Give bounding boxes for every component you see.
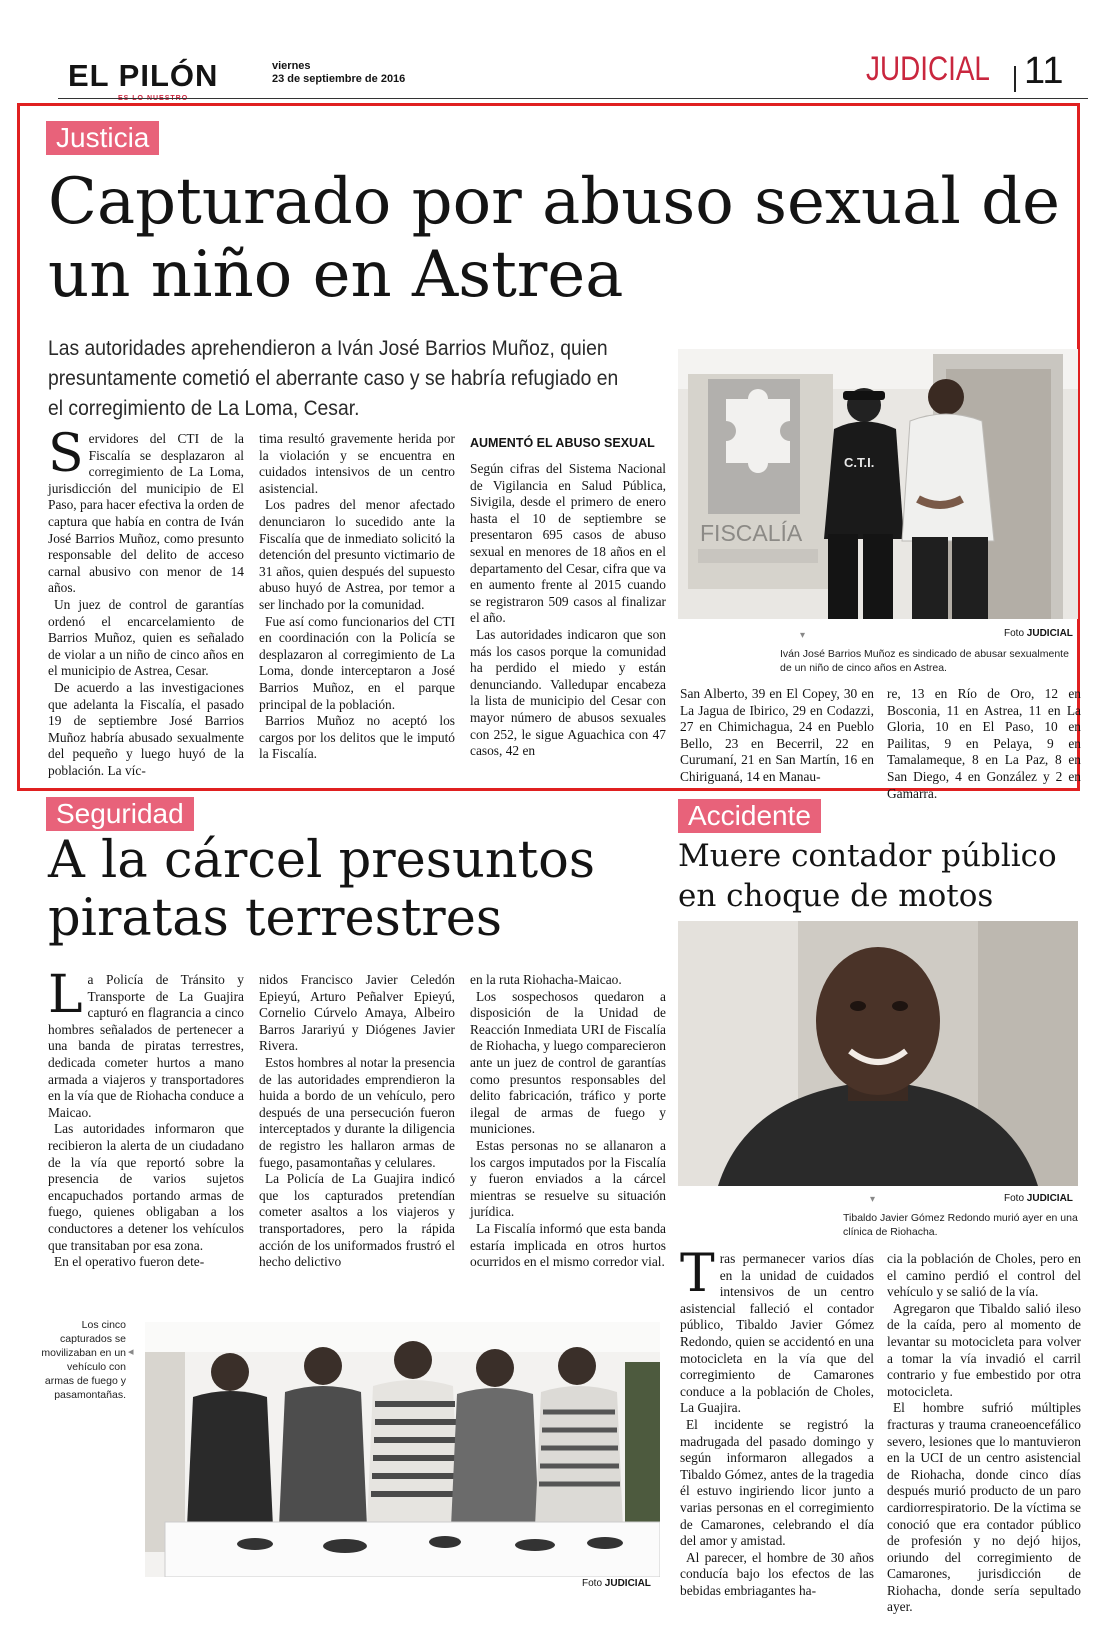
- masthead-rule: [58, 98, 1088, 99]
- story1-column-4: [680, 686, 874, 786]
- paragraph: Estas personas no se allanaron a los cargos imputados por la Fiscalía y fueron enviados a la cárcel mientras se resuelve su situación jurídica.: [470, 1137, 666, 1220]
- paragraph: Según cifras del Sistema Nacional de Vigilancia en Salud Pública, Sivigila, desde el primero de enero hasta el 10 de septiembre se presentaron 695 casos de abuso sexual en menores de 18 años en el departamento del Cesar, cifra que va en aumento frente al 2015 cuando se registraron 509 casos al finalizar el año.: [470, 461, 666, 626]
- story3-photo-credit: [1004, 1193, 1073, 1204]
- victim-portrait-illustration: [678, 921, 1078, 1186]
- story2-photo: [145, 1322, 660, 1577]
- story1-column-3: [470, 435, 666, 760]
- paragraph: Estos hombres al notar la presencia de las autoridades emprendieron la huida a bordo de un vehículo, pero después de una persecución fueron interceptados y durante la diligencia de registro les hallaron armas de fuego, pasamontañas y celulares.: [259, 1054, 455, 1170]
- story1-column-5: [887, 686, 1081, 802]
- paragraph: a Policía de Tránsito y Transporte de La Guajira capturó en flagrancia a cinco hombres señalados de pertenecer a una banda de piratas terrestres, dedicada cometer hurtos a mano armada a viajeros y transportadores en la vía que de Riohacha conduce a Maicao.: [48, 972, 244, 1120]
- paragraph: Un juez de control de garantías ordenó el encarcelamiento de Barrios Muñoz, quien es señalado de violar a un niño de cinco años en el municipio de Astrea, Cesar.: [48, 596, 244, 679]
- story1-photo-caption: Iván José Barrios Muñoz es sindicado de abusar sexualmente de un niño de cinco años en Astrea.: [780, 648, 1069, 674]
- dropcap: T: [680, 1244, 715, 1304]
- caption-chevron-icon: ▾: [800, 630, 806, 641]
- issue-date: [272, 60, 405, 86]
- photo-credit-prefix: Foto: [1004, 628, 1025, 639]
- paragraph: Al parecer, el hombre de 30 años conducía bajo los efectos de las bebidas embriagantes ha-: [680, 1549, 874, 1598]
- dropcap: L: [48, 965, 83, 1025]
- arrest-photo-illustration: [678, 349, 1078, 619]
- story3-headline: Muere contador público en choque de motos: [678, 838, 1057, 914]
- paragraph: En el operativo fueron dete-: [54, 1254, 205, 1270]
- caption-pointer-icon: ◂: [128, 1346, 134, 1358]
- story3-photo: [678, 921, 1078, 1186]
- paragraph: Agregaron que Tibaldo salió ileso de la caída, pero al momento de levantar su motocicleta para volver a tomar la vía invadió el carril contrario y fue embestido por otra motocicleta.: [887, 1300, 1081, 1399]
- story2-column-3: [470, 972, 666, 1271]
- paragraph: Los sospechosos quedaron a disposición de la Unidad de Reacción Inmediata URI de Fiscalía de Riohacha, y luego comparecieron ante un juez de control de garantías como presuntos responsables del delito fabricación, tráfico y porte ilegal de armas de fuego y municiones.: [470, 988, 666, 1137]
- paragraph: en la ruta Riohacha-Maicao.: [470, 972, 622, 987]
- newspaper-logo: EL PILÓN: [68, 58, 219, 93]
- story3-photo-caption: Tibaldo Javier Gómez Redondo murió ayer en una clínica de Riohacha.: [843, 1212, 1078, 1238]
- paragraph: ras permanecer varios días en la unidad de cuidados intensivos de un centro asistencial falleció el contador público, Tibaldo Javier Gómez Redondo, quien se accidentó en una motocicleta en la vía que del corregimiento de Camarones conduce a la población de Choles, La Guajira.: [680, 1251, 874, 1416]
- paragraph: Las autoridades informaron que recibieron la alerta de un ciudadano de la vía que reportó sobre la presencia de varios sujetos encapuchados portando armas de fuego, quienes obligaban a los conductores a detener los vehículos que transitaban por esa zona.: [48, 1121, 244, 1253]
- paragraph: San Alberto, 39 en El Copey, 30 en La Jagua de Ibirico, 29 en Codazzi, 27 en Chimichagua, 24 en Pueblo Bello, 23 en Becerril, 22 en Curumaní, 21 en San Martín, 16 en Chiriguaná, 14 en Manau-: [680, 686, 874, 784]
- suspects-photo-illustration: [145, 1322, 660, 1577]
- photo-credit-name: JUDICIAL: [604, 1578, 651, 1589]
- caption-chevron-icon: ▾: [870, 1194, 876, 1205]
- story1-headline: Capturado por abuso sexual de un niño en Astrea: [48, 165, 1060, 312]
- story2-section-tag: Seguridad: [46, 797, 194, 831]
- paragraph: Barrios Muñoz no aceptó los cargos por los delitos que le imputó la Fiscalía.: [259, 713, 455, 762]
- story1-subhead: AUMENTÓ EL ABUSO SEXUAL: [470, 436, 655, 450]
- photo-credit-name: JUDICIAL: [1026, 1193, 1073, 1204]
- paragraph: Las autoridades indicaron que son más los casos porque la comunidad ha perdido el miedo y están denunciando. Valledupar encabeza la lista de municipio del Cesar con mayor número de abusos sexuales con 252, le sigue Aguachica con 47 casos, 42 en: [470, 626, 666, 759]
- photo-credit-name: JUDICIAL: [1026, 628, 1073, 639]
- story1-column-1: [48, 424, 244, 779]
- story2-photo-caption: Los cinco capturados se movilizaban en un vehículo con armas de fuego y pasamontañas.: [41, 1319, 126, 1401]
- story3-column-1: [680, 1244, 874, 1599]
- paragraph: La Fiscalía informó que esta banda estaría implicada en otros hurtos ocurridos en el mismo corredor vial.: [470, 1220, 666, 1270]
- story2-column-2: [259, 972, 455, 1271]
- story3-column-2: [887, 1251, 1081, 1616]
- paragraph: re, 13 en Río de Oro, 12 en Bosconia, 11 en Astrea, 11 en La Gloria, 10 en El Paso, 10 en Pailitas, 9 en Pelaya, 9 en Tamalameque, 8 en La Paz, 8 en San Diego, 4 en González y 2 en Gamarra.: [887, 686, 1081, 801]
- story2-headline: A la cárcel presuntos piratas terrestres: [48, 831, 596, 948]
- paragraph: De acuerdo a las investigaciones que adelanta la Fiscalía, el pasado 19 de septiembre José Barrios Muñoz habría abusado sexualmente del pequeño y luego huyó de la población. La víc-: [48, 679, 244, 778]
- paragraph: nidos Francisco Javier Celedón Epieyú, Arturo Peñalver Epieyú, Cornelio Cúrvelo Amaya, Albeiro Barros Jarariyú y Diógenes Javier Rivera.: [259, 972, 455, 1054]
- dropcap: S: [48, 424, 84, 484]
- page-number: 11: [1024, 50, 1064, 92]
- paragraph: cia la población de Choles, pero en el camino perdió el control del vehículo y se salió de la vía.: [887, 1251, 1081, 1300]
- story2-column-1: [48, 965, 244, 1271]
- cti-vest-text: C.T.I.: [844, 455, 875, 470]
- story1-photo-credit: [1004, 628, 1073, 639]
- paragraph: Fue así como funcionarios del CTI en coordinación con la Policía se desplazaron al corregimiento de La Loma, donde interceptaron a José Barrios Muñoz, en el parque principal de la población.: [259, 613, 455, 712]
- story1-column-2: [259, 431, 455, 763]
- story2-photo-credit: [582, 1578, 651, 1589]
- section-separator: [1014, 66, 1016, 92]
- photo-credit-prefix: Foto: [1004, 1193, 1025, 1204]
- story1-deck: Las autoridades aprehendieron a Iván José Barrios Muñoz, quien presuntamente cometió el aberrante caso y se habría refugiado en el corregimiento de La Loma, Cesar.: [48, 337, 619, 420]
- paragraph: ervidores del CTI de la Fiscalía se desplazaron al corregimiento de La Loma, jurisdicción del municipio de El Paso, para hacer efectiva la orden de captura que había en contra de Iván José Barrios Muñoz, como presunto responsable del delito de acceso carnal abusivo con menor de 14 años.: [48, 431, 244, 596]
- issue-weekday: viernes: [272, 60, 311, 72]
- paragraph: El hombre sufrió múltiples fracturas y trauma craneoencefálico severo, lesiones que lo mantuvieron en la UCI de un centro asistencial de Riohacha, donde cinco días después murió producto de un paro cardiorrespiratorio. De la víctima se conoció que era contador público de profesión y no dejó hijos, oriundo del corregimiento de Camarones, jurisdicción de Riohacha, donde sería sepultado ayer.: [887, 1400, 1081, 1615]
- paragraph: tima resultó gravemente herida por la violación y se encuentra en cuidados intensivos de un centro asistencial.: [259, 431, 455, 496]
- story3-section-tag: Accidente: [678, 799, 821, 833]
- paragraph: La Policía de La Guajira indicó que los capturados pretendían cometer asaltos a los viajeros y transportadores, pero la rápida acción de los uniformados frustró el hecho delictivo: [259, 1171, 455, 1270]
- section-name: JUDICIAL: [866, 50, 990, 88]
- paragraph: El incidente se registró la madrugada del pasado domingo y según informaron allegados a Tibaldo Gómez, antes de la tragedia él estuvo ingiriendo licor junto a varias personas en el corregimiento de Camarones, celebrando el día del amor y amistad.: [680, 1416, 874, 1549]
- issue-full-date: 23 de septiembre de 2016: [272, 73, 406, 85]
- photo-credit-prefix: Foto: [582, 1578, 603, 1589]
- fiscalia-sign-text: FISCALÍA: [700, 520, 803, 546]
- story1-section-tag: Justicia: [46, 121, 159, 155]
- story1-photo: [678, 349, 1078, 619]
- paragraph: Los padres del menor afectado denunciaron lo sucedido ante la Fiscalía que de inmediato solicitó la detención del presunto victimario de 31 años, quien después del supuesto abuso huyó de Astrea, por temor a ser linchado por la comunidad.: [259, 497, 455, 612]
